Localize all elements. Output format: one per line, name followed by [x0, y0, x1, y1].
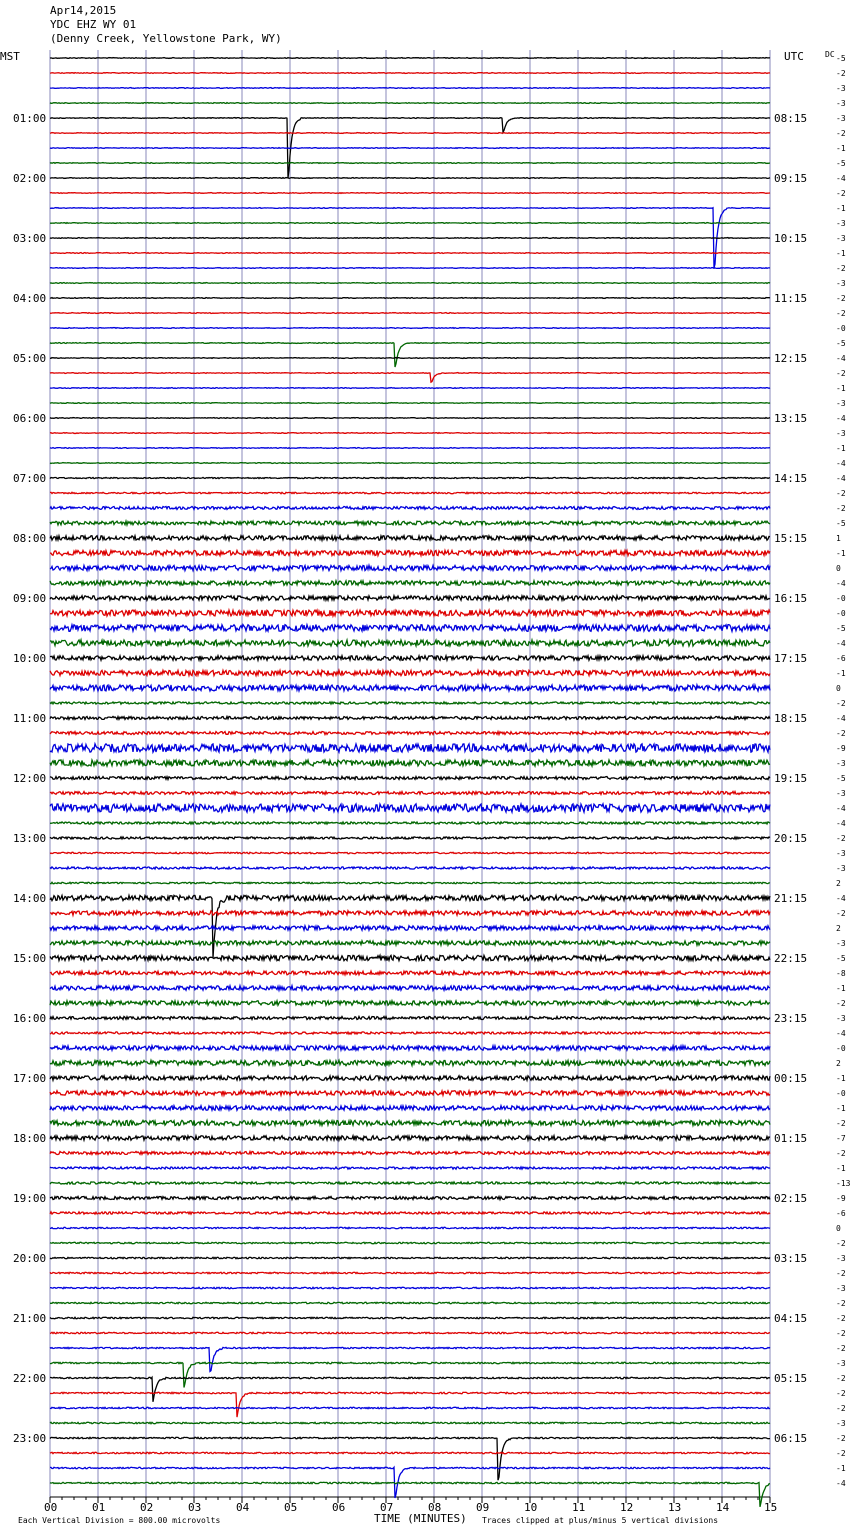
utc-hour-label: 05:15: [774, 1372, 808, 1385]
dc-offset-label: 1: [836, 534, 841, 543]
dc-offset-label: -0: [836, 594, 846, 603]
mst-hour-label: 17:00: [13, 1072, 47, 1085]
trace-line: [50, 238, 770, 239]
dc-offset-label: -3: [836, 1254, 846, 1263]
trace-line: [50, 358, 770, 359]
trace-line: [50, 926, 770, 930]
trace-line: [50, 1407, 770, 1408]
trace-line: [50, 1167, 770, 1169]
trace-line: [50, 328, 770, 329]
dc-offset-label: -1: [836, 1074, 846, 1083]
trace-line: [50, 1227, 770, 1228]
trace-line: [50, 343, 770, 367]
utc-hour-label: 15:15: [774, 532, 808, 545]
trace-line: [50, 777, 770, 780]
x-tick-label: 13: [668, 1501, 682, 1514]
trace-line: [50, 193, 770, 194]
trace-line: [50, 717, 770, 720]
utc-hour-label: 10:15: [774, 232, 808, 245]
dc-offset-label: -3: [836, 399, 846, 408]
trace-line: [50, 596, 770, 600]
trace-line: [50, 565, 770, 570]
dc-offset-label: -4: [836, 804, 846, 813]
dc-offset-label: -2: [836, 699, 846, 708]
utc-hour-label: 21:15: [774, 892, 808, 905]
trace-line: [50, 418, 770, 419]
dc-offset-label: -3: [836, 429, 846, 438]
x-tick-label: 08: [428, 1501, 442, 1514]
dc-offset-label: -4: [836, 819, 846, 828]
dc-offset-label: -2: [836, 309, 846, 318]
right-timezone-label: UTC: [784, 50, 804, 63]
trace-line: [50, 1182, 770, 1184]
trace-line: [50, 507, 770, 510]
trace-line: [50, 1437, 770, 1480]
utc-hour-label: 11:15: [774, 292, 808, 305]
utc-hour-label: 20:15: [774, 832, 808, 845]
dc-offset-label: -0: [836, 1044, 846, 1053]
trace-line: [50, 283, 770, 284]
x-axis-title: TIME (MINUTES): [374, 1512, 467, 1525]
trace-line: [50, 536, 770, 540]
mst-hour-label: 03:00: [13, 232, 47, 245]
x-tick-label: 03: [188, 1501, 202, 1514]
dc-offset-label: -3: [836, 99, 846, 108]
trace-line: [50, 1317, 770, 1318]
dc-offset-label: -2: [836, 1374, 846, 1383]
dc-offset-label: -5: [836, 339, 846, 348]
dc-offset-label: -2: [836, 264, 846, 273]
mst-hour-label: 10:00: [13, 652, 47, 665]
clipping-note: Traces clipped at plus/minus 5 vertical divisions: [482, 1516, 719, 1525]
trace-line: [50, 388, 770, 389]
dc-offset-label: -5: [836, 519, 846, 528]
dc-offset-label: -6: [836, 1209, 846, 1218]
dc-offset-label: -4: [836, 579, 846, 588]
x-tick-label: 06: [332, 1501, 346, 1514]
x-tick-label: 15: [764, 1501, 778, 1514]
trace-line: [50, 1347, 770, 1371]
trace-line: [50, 625, 770, 632]
x-tick-label: 05: [284, 1501, 298, 1514]
dc-offset-label: -2: [836, 1389, 846, 1398]
dc-offset-label: -2: [836, 369, 846, 378]
x-tick-label: 14: [716, 1501, 730, 1514]
utc-hour-label: 00:15: [774, 1072, 808, 1085]
mst-hour-label: 20:00: [13, 1252, 47, 1265]
trace-line: [50, 1001, 770, 1005]
dc-offset-label: -3: [836, 114, 846, 123]
dc-offset-label: -2: [836, 1314, 846, 1323]
trace-line: [50, 1392, 770, 1417]
trace-line: [50, 163, 770, 164]
trace-line: [50, 88, 770, 89]
dc-offset-label: -2: [836, 294, 846, 303]
trace-line: [50, 1136, 770, 1140]
mst-hour-label: 23:00: [13, 1432, 47, 1445]
mst-hour-label: 11:00: [13, 712, 47, 725]
dc-offset-label: -4: [836, 354, 846, 363]
dc-offset-label: -2: [836, 1449, 846, 1458]
trace-line: [50, 1106, 770, 1110]
dc-offset-label: -3: [836, 939, 846, 948]
dc-offset-label: -7: [836, 1134, 846, 1143]
trace-line: [50, 882, 770, 883]
dc-offset-label: -4: [836, 174, 846, 183]
trace-line: [50, 1076, 770, 1080]
x-tick-label: 02: [140, 1501, 154, 1514]
dc-offset-label: -6: [836, 654, 846, 663]
trace-line: [50, 941, 770, 945]
trace-line: [50, 1242, 770, 1243]
location-label: (Denny Creek, Yellowstone Park, WY): [50, 32, 282, 45]
dc-offset-label: -3: [836, 789, 846, 798]
trace-line: [50, 1272, 770, 1273]
trace-line: [50, 1422, 770, 1423]
x-tick-label: 07: [380, 1501, 394, 1514]
trace-line: [50, 1046, 770, 1050]
dc-offset-label: -3: [836, 234, 846, 243]
dc-offset-label: -2: [836, 1239, 846, 1248]
dc-offset-label: -9: [836, 1194, 846, 1203]
trace-line: [50, 73, 770, 74]
dc-offset-label: -2: [836, 1269, 846, 1278]
trace-line: [50, 403, 770, 404]
dc-offset-label: -8: [836, 969, 846, 978]
dc-offset-label: -1: [836, 384, 846, 393]
trace-line: [50, 1332, 770, 1333]
dc-offset-label: -5: [836, 54, 846, 63]
trace-line: [50, 1302, 770, 1303]
seismic-traces: [50, 58, 770, 1507]
trace-line: [50, 1377, 770, 1402]
trace-line: [50, 760, 770, 766]
x-tick-label: 10: [524, 1501, 538, 1514]
trace-line: [50, 1091, 770, 1095]
trace-line: [50, 1482, 770, 1507]
dc-offset-label: -1: [836, 984, 846, 993]
dc-offset-label: -1: [836, 1464, 846, 1473]
trace-line: [50, 670, 770, 675]
trace-line: [50, 837, 770, 839]
dc-offset-label: -3: [836, 1014, 846, 1023]
dc-offset-label: -3: [836, 759, 846, 768]
dc-offset-label: -4: [836, 459, 846, 468]
dc-offset-label: -0: [836, 609, 846, 618]
dc-offset-label: -2: [836, 834, 846, 843]
x-tick-label: 09: [476, 1501, 490, 1514]
dc-offset-label: -5: [836, 624, 846, 633]
dc-offset-label: -1: [836, 144, 846, 153]
mst-hour-label: 08:00: [13, 532, 47, 545]
dc-offset-label: -0: [836, 324, 846, 333]
dc-offset-label: -3: [836, 864, 846, 873]
dc-offset-label: -1: [836, 444, 846, 453]
dc-offset-label: -3: [836, 1419, 846, 1428]
dc-offset-label: -3: [836, 219, 846, 228]
trace-line: [50, 911, 770, 915]
dc-offset-label: -4: [836, 894, 846, 903]
dc-offset-label: -4: [836, 714, 846, 723]
utc-hour-label: 14:15: [774, 472, 808, 485]
utc-hour-label: 18:15: [774, 712, 808, 725]
dc-offset-label: 2: [836, 879, 841, 888]
mst-hour-label: 06:00: [13, 412, 47, 425]
trace-line: [50, 492, 770, 493]
dc-offset-label: -3: [836, 279, 846, 288]
trace-line: [50, 433, 770, 434]
dc-offset-label: -4: [836, 1479, 846, 1488]
trace-line: [50, 640, 770, 646]
trace-line: [50, 521, 770, 525]
utc-hour-label: 12:15: [774, 352, 808, 365]
trace-line: [50, 148, 770, 149]
mst-hour-label: 16:00: [13, 1012, 47, 1025]
dc-offset-label: -2: [836, 909, 846, 918]
mst-hour-label: 14:00: [13, 892, 47, 905]
dc-offset-label: -4: [836, 1029, 846, 1038]
date-label: Apr14,2015: [50, 4, 117, 17]
trace-line: [50, 298, 770, 299]
dc-offset-label: -0: [836, 1089, 846, 1098]
trace-line: [50, 1197, 770, 1200]
trace-line: [50, 732, 770, 735]
utc-hour-label: 02:15: [774, 1192, 808, 1205]
trace-line: [50, 133, 770, 134]
x-tick-label: 04: [236, 1501, 250, 1514]
trace-line: [50, 448, 770, 449]
mst-hour-label: 09:00: [13, 592, 47, 605]
dc-offset-label: -2: [836, 69, 846, 78]
dc-offset-label: -4: [836, 474, 846, 483]
dc-offset-label: -9: [836, 744, 846, 753]
trace-line: [50, 610, 770, 616]
mst-hour-label: 12:00: [13, 772, 47, 785]
axis-labels: [13, 54, 850, 1514]
trace-line: [50, 792, 770, 795]
mst-hour-label: 02:00: [13, 172, 47, 185]
trace-line: [50, 223, 770, 224]
x-tick-label: 00: [44, 1501, 58, 1514]
utc-hour-label: 16:15: [774, 592, 808, 605]
station-label: YDC EHZ WY 01: [50, 18, 137, 31]
mst-hour-label: 22:00: [13, 1372, 47, 1385]
dc-offset-label: -1: [836, 249, 846, 258]
trace-line: [50, 1032, 770, 1034]
mst-hour-label: 13:00: [13, 832, 47, 845]
trace-line: [50, 1017, 770, 1020]
trace-line: [50, 1452, 770, 1453]
trace-line: [50, 1152, 770, 1155]
trace-line: [50, 313, 770, 314]
trace-line: [50, 1287, 770, 1288]
dc-offset-label: -2: [836, 189, 846, 198]
mst-hour-label: 05:00: [13, 352, 47, 365]
trace-line: [50, 58, 770, 59]
trace-line: [50, 581, 770, 585]
dc-offset-label: -1: [836, 1164, 846, 1173]
trace-line: [50, 373, 770, 383]
mst-hour-label: 19:00: [13, 1192, 47, 1205]
dc-offset-label: -2: [836, 729, 846, 738]
trace-line: [50, 477, 770, 478]
dc-offset-label: -1: [836, 204, 846, 213]
dc-offset-label: -1: [836, 1104, 846, 1113]
trace-line: [50, 685, 770, 691]
dc-offset-label: -13: [836, 1179, 850, 1188]
utc-hour-label: 06:15: [774, 1432, 808, 1445]
dc-offset-label: 2: [836, 1059, 841, 1068]
mst-hour-label: 18:00: [13, 1132, 47, 1145]
dc-offset-label: -2: [836, 489, 846, 498]
left-timezone-label: MST: [0, 50, 20, 63]
mst-hour-label: 07:00: [13, 472, 47, 485]
trace-line: [50, 955, 770, 960]
trace-line: [50, 804, 770, 812]
trace-line: [50, 867, 770, 869]
mst-hour-label: 01:00: [13, 112, 47, 125]
utc-hour-label: 04:15: [774, 1312, 808, 1325]
utc-hour-label: 22:15: [774, 952, 808, 965]
trace-line: [50, 986, 770, 990]
dc-offset-label: -5: [836, 954, 846, 963]
trace-line: [50, 1257, 770, 1258]
dc-offset-label: 2: [836, 924, 841, 933]
dc-offset-label: -5: [836, 159, 846, 168]
utc-hour-label: 09:15: [774, 172, 808, 185]
dc-offset-label: -2: [836, 1434, 846, 1443]
trace-line: [50, 971, 770, 975]
utc-hour-label: 08:15: [774, 112, 808, 125]
trace-line: [50, 1120, 770, 1125]
mst-hour-label: 04:00: [13, 292, 47, 305]
dc-offset-label: -2: [836, 1119, 846, 1128]
x-tick-label: 11: [572, 1501, 586, 1514]
trace-line: [50, 268, 770, 269]
trace-line: [50, 463, 770, 464]
trace-line: [50, 1212, 770, 1214]
trace-line: [50, 852, 770, 853]
x-tick-label: 01: [92, 1501, 106, 1514]
dc-offset-label: -2: [836, 129, 846, 138]
dc-offset-label: -2: [836, 1149, 846, 1158]
dc-offset-label: 0: [836, 564, 841, 573]
trace-line: [50, 178, 770, 179]
dc-offset-label: -3: [836, 1359, 846, 1368]
dc-offset-label: -2: [836, 1299, 846, 1308]
dc-offset-label: -3: [836, 84, 846, 93]
utc-hour-label: 19:15: [774, 772, 808, 785]
trace-line: [50, 103, 770, 104]
dc-header-label: DC: [825, 50, 835, 59]
dc-offset-label: -3: [836, 1284, 846, 1293]
mst-hour-label: 15:00: [13, 952, 47, 965]
dc-offset-label: -1: [836, 669, 846, 678]
trace-line: [50, 550, 770, 555]
trace-line: [50, 822, 770, 824]
dc-offset-label: -4: [836, 414, 846, 423]
utc-hour-label: 17:15: [774, 652, 808, 665]
dc-offset-label: -2: [836, 504, 846, 513]
dc-offset-label: 0: [836, 1224, 841, 1233]
utc-hour-label: 13:15: [774, 412, 808, 425]
mst-hour-label: 21:00: [13, 1312, 47, 1325]
dc-offset-label: -5: [836, 774, 846, 783]
dc-offset-label: -2: [836, 1344, 846, 1353]
vertical-division-note: Each Vertical Division = 800.00 microvolts: [18, 1516, 221, 1525]
dc-offset-label: -2: [836, 1404, 846, 1413]
dc-offset-label: -2: [836, 1329, 846, 1338]
dc-offset-label: 0: [836, 684, 841, 693]
dc-offset-label: -3: [836, 849, 846, 858]
dc-offset-label: -4: [836, 639, 846, 648]
trace-line: [50, 702, 770, 704]
utc-hour-label: 01:15: [774, 1132, 808, 1145]
trace-line: [50, 656, 770, 660]
trace-line: [50, 744, 770, 752]
trace-line: [50, 253, 770, 254]
utc-hour-label: 03:15: [774, 1252, 808, 1265]
dc-offset-label: -2: [836, 999, 846, 1008]
utc-hour-label: 23:15: [774, 1012, 808, 1025]
x-tick-label: 12: [620, 1501, 634, 1514]
dc-offset-label: -1: [836, 549, 846, 558]
trace-line: [50, 1060, 770, 1065]
